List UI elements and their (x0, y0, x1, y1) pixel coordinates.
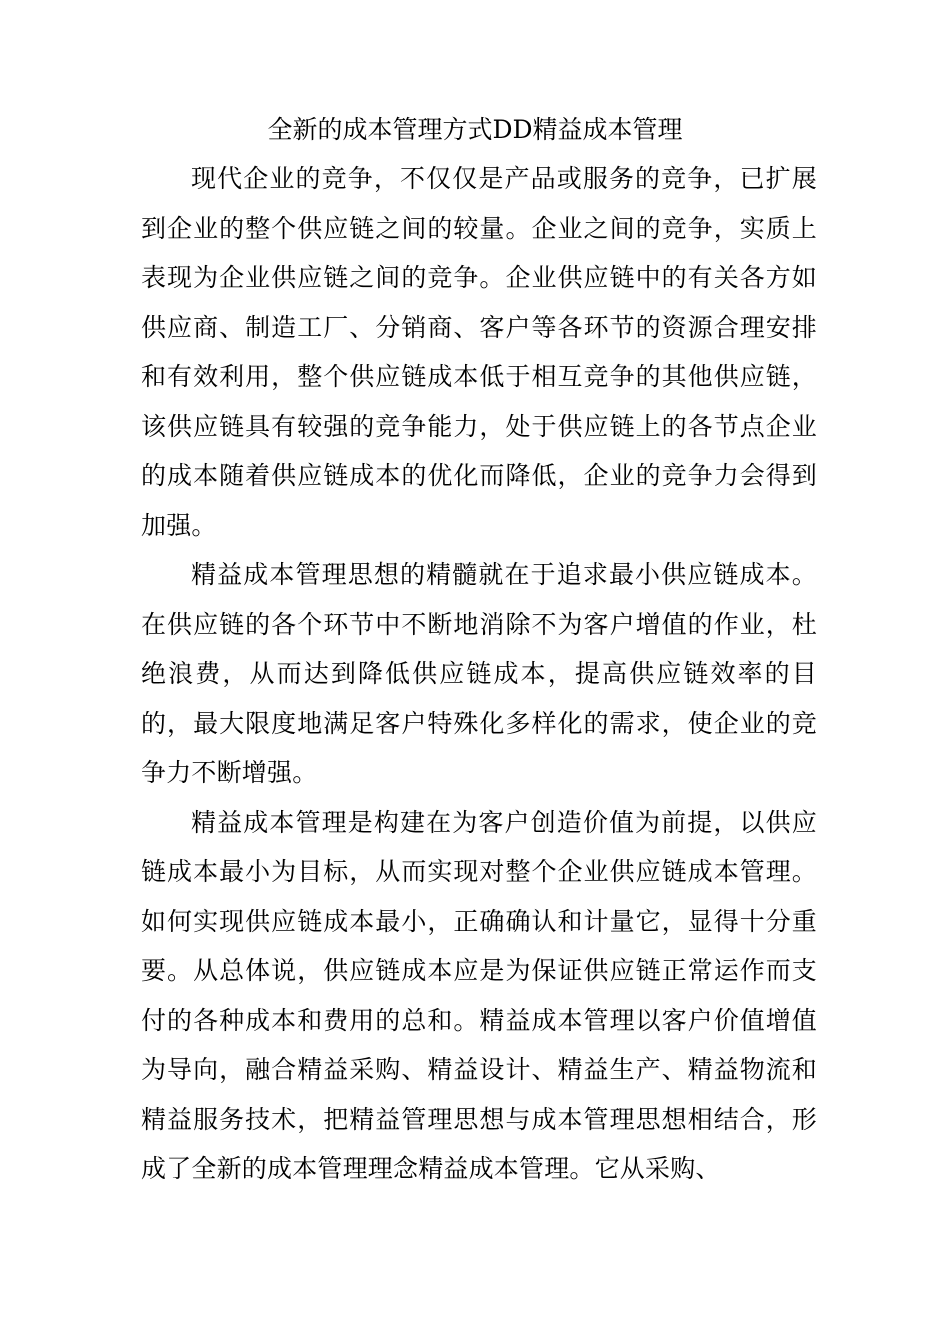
document-body (141, 154, 817, 1194)
paragraph-2: 精益成本管理思想的精髓就在于追求最小供应链成本。在供应链的各个环节中不断地消除不为客户增值的作业，杜绝浪费，从而达到降低供应链成本，提高供应链效率的目的，最大限度地满足客户特殊化多样化的需求，使企业的竞争力不断增强。 (141, 560, 817, 787)
paragraph-1: 现代企业的竞争，不仅仅是产品或服务的竞争，已扩展到企业的整个供应链之间的较量。企业之间的竞争，实质上表现为企业供应链之间的竞争。企业供应链中的有关各方如供应商、制造工厂、分销商、客户等各环节的资源合理安排和有效利用，整个供应链成本低于相互竞争的其他供应链，该供应链具有较强的竞争能力，处于供应链上的各节点企业的成本随着供应链成本的优化而降低，企业的竞争力会得到加强。 (141, 164, 817, 540)
document-title: 全新的成本管理方式DD精益成本管理 (267, 115, 683, 144)
paragraph-3: 精益成本管理是构建在为客户创造价值为前提，以供应链成本最小为目标，从而实现对整个企业供应链成本管理。如何实现供应链成本最小，正确确认和计量它，显得十分重要。从总体说，供应链成本应是为保证供应链正常运作而支付的各种成本和费用的总和。精益成本管理以客户价值增值为导向，融合精益采购、精益设计、精益生产、精益物流和精益服务技术，把精益管理思想与成本管理思想相结合，形成了全新的成本管理理念精益成本管理。它从采购、 (141, 807, 817, 1183)
